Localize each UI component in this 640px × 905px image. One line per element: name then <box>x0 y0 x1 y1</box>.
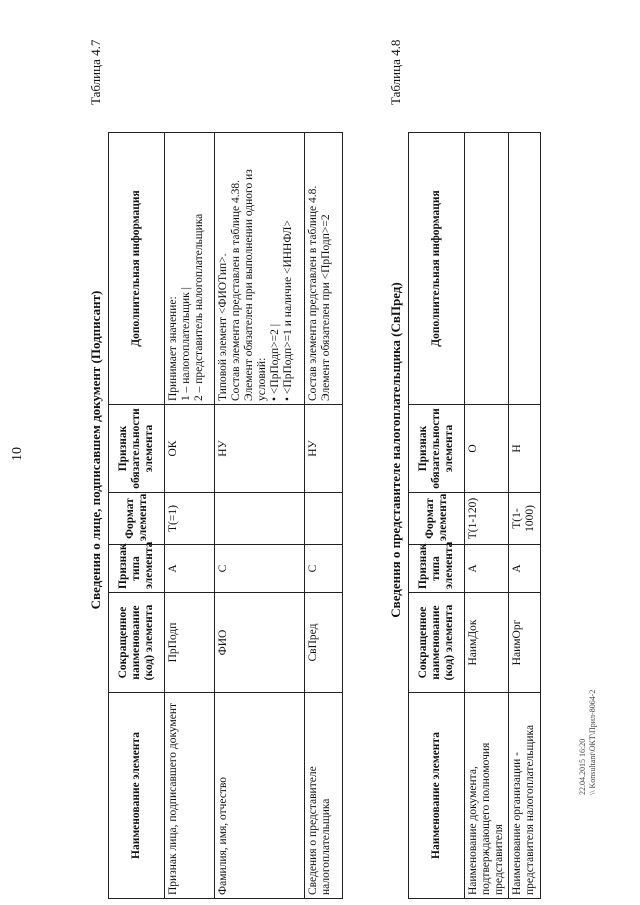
row-format <box>305 493 343 545</box>
table-row <box>465 133 509 899</box>
footer-date: 22.04.2015 16:20 <box>578 738 587 795</box>
t2-header-code: Сокращенное наименование (код) элемента <box>409 593 465 693</box>
row-required: Н <box>509 405 541 493</box>
row-info <box>509 133 541 405</box>
row-name: Наименование организации - представителя налогоплательщика <box>509 693 541 899</box>
row-format: T(=1) <box>165 493 215 545</box>
row-required: НУ <box>215 405 305 493</box>
row-info <box>305 133 343 405</box>
row-type: С <box>215 545 305 593</box>
t1-header-required: Признак обязательности элемента <box>109 405 165 493</box>
row-required: ОК <box>165 405 215 493</box>
row-format: T(1-120) <box>465 493 509 545</box>
t2-header-required: Признак обязательности элемента <box>409 405 465 493</box>
info-line: • <ПрПодп>=2 | <box>269 323 281 401</box>
row-name: Фамилия, имя, отчество <box>215 693 305 899</box>
row-type: С <box>305 545 343 593</box>
row-code: НаимДок <box>465 593 509 693</box>
row-name: Сведения о представителе налогоплательщика <box>305 693 343 899</box>
info-line: Элемент обязателен при выполнении одного из условий: <box>243 169 268 401</box>
row-required: НУ <box>305 405 343 493</box>
table1-caption: Сведения о лице, подписавшем документ (Подписант) <box>88 290 103 610</box>
table-row <box>305 133 343 899</box>
row-type: А <box>165 545 215 593</box>
row-name: Признак лица, подписавшего документ <box>165 693 215 899</box>
table2-caption: Сведения о представителе налогоплательщика (СвПред) <box>388 282 403 618</box>
info-line: Состав элемента представлен в таблице 4.38. <box>230 179 242 401</box>
table1 <box>108 132 343 899</box>
t2-header-type: Признак типа элемента <box>409 545 465 593</box>
table2-number: Таблица 4.8 <box>388 39 403 105</box>
row-type: А <box>509 545 541 593</box>
row-code: ПрПодп <box>165 593 215 693</box>
info-line: Принимает значение: <box>167 296 179 401</box>
table2 <box>408 132 541 899</box>
table-row <box>165 133 215 899</box>
row-info <box>465 133 509 405</box>
row-info <box>215 133 305 405</box>
page-number: 10 <box>10 447 25 461</box>
info-line: Элемент обязателен при <ПрПодп>=2 <box>320 214 332 401</box>
t2-header-name: Наименование элемента <box>409 693 465 899</box>
row-type: А <box>465 545 509 593</box>
table-row <box>509 133 541 899</box>
row-code: ФИО <box>215 593 305 693</box>
t1-header-info: Дополнительная информация <box>109 133 165 405</box>
row-name: Наименование документа, подтверждающего полномочия представителя <box>465 693 509 899</box>
info-line: • <ПрПодп>=1 и наличие <ИННФЛ> <box>282 220 294 401</box>
t2-header-info: Дополнительная информация <box>409 133 465 405</box>
row-info <box>165 133 215 405</box>
row-code: НаимОрг <box>509 593 541 693</box>
row-format: T(1-1000) <box>509 493 541 545</box>
t1-header-code: Сокращенное наименование (код) элемента <box>109 593 165 693</box>
table-row <box>215 133 305 899</box>
row-code: СвПред <box>305 593 343 693</box>
info-line: 2 – представитель налогоплательщика <box>193 213 205 401</box>
info-line: Состав элемента представлен в таблице 4.8. <box>307 185 319 401</box>
footer <box>578 690 598 795</box>
table1-number: Таблица 4.7 <box>88 39 103 105</box>
t1-header-format: Формат элемента <box>109 493 165 545</box>
row-format <box>215 493 305 545</box>
info-line: Типовой элемент <ФИОТип>. <box>217 253 229 401</box>
t1-header-type: Признак типа элемента <box>109 545 165 593</box>
info-line: 1 – налогоплательщик | <box>180 287 192 401</box>
footer-path: \\ Konsultant\ОКТ\Прил-8064-2 <box>588 689 597 795</box>
t2-header-format: Формат элемента <box>409 493 465 545</box>
row-required: О <box>465 405 509 493</box>
t1-header-name: Наименование элемента <box>109 693 165 899</box>
